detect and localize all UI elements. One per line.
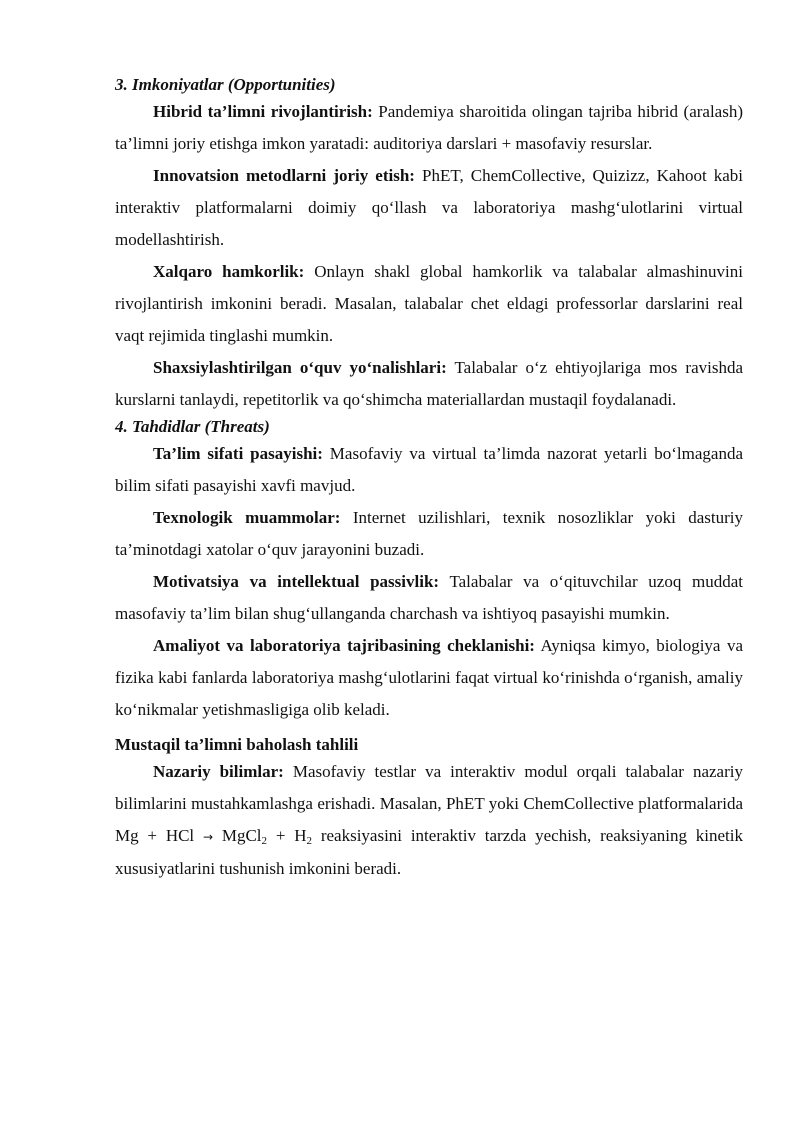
reaction-arrow-icon: →: [202, 830, 214, 844]
paragraph-text: Talabalar va o‘qituvchilar uzoq muddat masofaviy ta’lim bilan shug‘ullanganda charchash va ishtiyoq pasayishi mumkin.: [115, 572, 743, 623]
document-page: [115, 74, 743, 885]
paragraph-quality-decline: [115, 438, 743, 502]
paragraph-text: Onlayn shakl global hamkorlik va talabalar almashinuvini rivojlantirish imkonini beradi. Masalan, talabalar chet eldagi professorlar darslarini real vaqt rejimida tinglashi mumkin.: [115, 262, 743, 345]
term-label: Ta’lim sifati pasayishi:: [153, 444, 323, 463]
term-label: Texnologik muammolar:: [153, 508, 341, 527]
term-label: Shaxsiylashtirilgan o‘quv yo‘nalishlari:: [153, 358, 447, 377]
analysis-heading: Mustaqil ta’limni baholash tahlili: [115, 735, 359, 754]
paragraph-motivation: [115, 566, 743, 630]
paragraph-lab-limitation: [115, 630, 743, 726]
section-heading-opportunities: 3. Imkoniyatlar (Opportunities): [115, 75, 336, 94]
paragraph-hybrid-learning: [115, 96, 743, 160]
paragraph-text: Pandemiya sharoitida olingan tajriba hibrid (aralash) ta’limni joriy etishga imkon yaratadi: auditoriya darslari + masofaviy resurslar.: [115, 102, 743, 153]
term-label: Motivatsiya va intellektual passivlik:: [153, 572, 440, 591]
formula-h: + H: [267, 826, 307, 845]
formula-mgcl: MgCl: [213, 826, 262, 845]
paragraph-international-cooperation: [115, 256, 743, 352]
paragraph-text: Ayniqsa kimyo, biologiya va fizika kabi fanlarda laboratoriya mashg‘ulotlarini faqat virtual ko‘rinishda o‘rganish, amaliy ko‘nikmalar yetishmasligiga olib keladi.: [115, 636, 743, 719]
term-label: Hibrid ta’limni rivojlantirish:: [153, 102, 373, 121]
section-heading-threats: 4. Tahdidlar (Threats): [115, 417, 270, 436]
paragraph-innovative-methods: [115, 160, 743, 256]
paragraph-text: PhET, ChemCollective, Quizizz, Kahoot kabi interaktiv platformalarni doimiy qo‘llash va laboratoriya mashg‘ulotlarini virtual modellashtirish.: [115, 166, 743, 249]
term-label: Innovatsion metodlarni joriy etish:: [153, 166, 415, 185]
paragraph-text: reaksiyasini interaktiv tarzda yechish, reaksiyaning kinetik xususiyatlarini tushunish imkonini beradi.: [115, 826, 743, 878]
paragraph-personalized-paths: [115, 352, 743, 416]
paragraph-text: Talabalar o‘z ehtiyojlariga mos ravishda kurslarni tanlaydi, repetitorlik va qo‘shimcha materiallardan mustaqil foydalanadi.: [115, 358, 744, 409]
term-label: Amaliyot va laboratoriya tajribasining cheklanishi:: [153, 636, 535, 655]
paragraph-theoretical-knowledge: [115, 756, 743, 885]
paragraph-text: Masofaviy va virtual ta’limda nazorat yetarli bo‘lmaganda bilim sifati pasayishi xavfi mavjud.: [115, 444, 743, 495]
term-label: Xalqaro hamkorlik:: [153, 262, 305, 281]
subscript: 2: [306, 835, 313, 847]
paragraph-technical-problems: [115, 502, 743, 566]
paragraph-text: Masofaviy testlar va interaktiv modul orqali talabalar nazariy bilimlarini mustahkamlashga erishadi. Masalan, PhET yoki ChemCollective platformalarida Mg + HCl: [115, 762, 743, 845]
subscript: 2: [261, 835, 268, 847]
term-label: Nazariy bilimlar:: [153, 762, 284, 781]
paragraph-text: Internet uzilishlari, texnik nosozliklar yoki dasturiy ta’minotdagi xatolar o‘quv jarayonini buzadi.: [115, 508, 743, 559]
